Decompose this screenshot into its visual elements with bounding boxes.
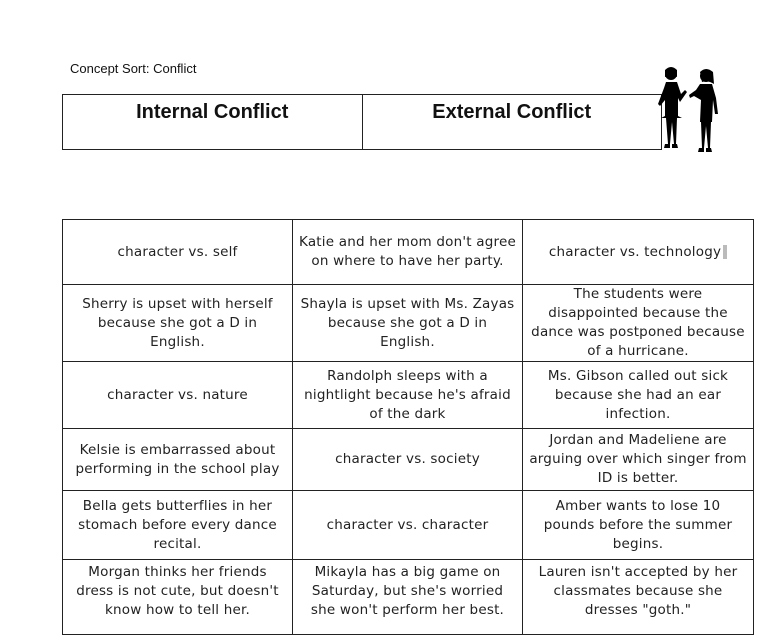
table-row xyxy=(63,220,754,285)
grid-cell: character vs. society xyxy=(293,429,523,491)
table-row xyxy=(63,491,754,560)
grid-cell: Jordan and Madeliene are arguing over which singer from ID is better. xyxy=(523,429,754,491)
category-header-table xyxy=(62,94,662,150)
internal-conflict-header: Internal Conflict xyxy=(63,95,363,149)
grid-cell: Mikayla has a big game on Saturday, but she's worried she won't perform her best. xyxy=(293,560,523,635)
table-row xyxy=(63,285,754,362)
grid-cell: Kelsie is embarrassed about performing in the school play xyxy=(63,429,293,491)
grid-cell: Randolph sleeps with a nightlight because he's afraid of the dark xyxy=(293,362,523,429)
grid-cell: character vs. self xyxy=(63,220,293,285)
table-row xyxy=(63,429,754,491)
text-cursor xyxy=(723,245,727,259)
grid-cell: Bella gets butterflies in her stomach before every dance recital. xyxy=(63,491,293,560)
grid-cell: Sherry is upset with herself because she got a D in English. xyxy=(63,285,293,362)
grid-cell: Shayla is upset with Ms. Zayas because she got a D in English. xyxy=(293,285,523,362)
two-women-arguing-silhouette-icon xyxy=(656,64,722,160)
page-title: Concept Sort: Conflict xyxy=(70,61,197,76)
grid-cell: character vs. character xyxy=(293,491,523,560)
concept-sort-grid xyxy=(62,219,754,635)
grid-cell: Lauren isn't accepted by her classmates because she dresses "goth." xyxy=(523,560,754,635)
table-row xyxy=(63,560,754,635)
grid-cell: character vs. nature xyxy=(63,362,293,429)
grid-cell: The students were disappointed because the dance was postponed because of a hurricane. xyxy=(523,285,754,362)
grid-cell-text: character vs. technology xyxy=(548,243,722,260)
grid-cell: Ms. Gibson called out sick because she had an ear infection. xyxy=(523,362,754,429)
grid-cell: Amber wants to lose 10 pounds before the summer begins. xyxy=(523,491,754,560)
table-row xyxy=(63,362,754,429)
grid-cell: Morgan thinks her friends dress is not cute, but doesn't know how to tell her. xyxy=(63,560,293,635)
external-conflict-header: External Conflict xyxy=(432,101,592,123)
grid-cell xyxy=(523,220,754,285)
grid-cell: Katie and her mom don't agree on where to have her party. xyxy=(293,220,523,285)
